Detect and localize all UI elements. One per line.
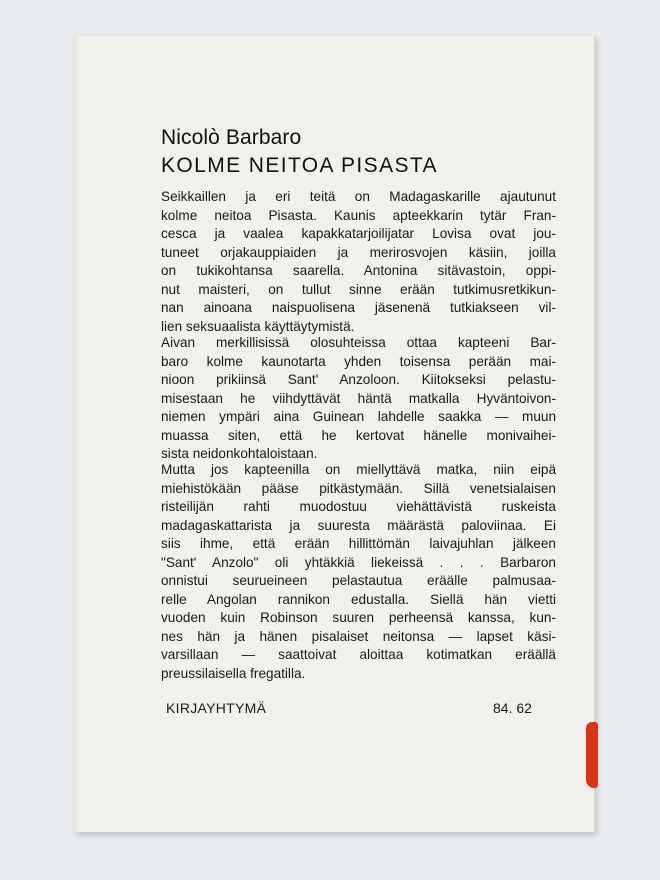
blurb-line: varsillaan — saattoivat aloittaa kotimatkan eräällä (161, 647, 556, 662)
blurb-line: on tukikohtansa saarella. Antonina sitävastoin, oppi- (161, 263, 556, 278)
author-name: Nicolò Barbaro (161, 126, 302, 149)
blurb-line: niemen ympäri aina Guinean lahdelle saakka — muun (161, 409, 556, 424)
blurb-line: tuneet orjakauppiaiden ja merirosvojen käsiin, joilla (161, 244, 556, 260)
publisher-name: KIRJAYHTYMÄ (166, 700, 267, 716)
blurb-line: nan ainoana naispuolisena jäsenenä tutkiakseen vil- (161, 300, 556, 315)
blurb-line: risteilijän rahti muodostuu viehättävistä ruskeista (161, 499, 556, 514)
blurb-paragraph-3 (161, 461, 556, 683)
blurb-line: misestaan he viihdyttävät häntä matkalla Hyväntoivon- (161, 390, 556, 406)
blurb-line: nioon prikiinsä Sant' Anzoloon. Kiitokseksi pelastu- (161, 372, 556, 387)
blurb-line: baro kolme kaunotarta yhden toisensa perään mai- (161, 353, 556, 369)
book-title: KOLME NEITOA PISASTA (161, 154, 438, 177)
blurb-paragraph-2 (161, 334, 556, 464)
blurb-paragraph-1 (161, 188, 556, 336)
blurb-line: sista neidonkohtaloistaan. (161, 446, 318, 461)
blurb-line: Mutta jos kapteenilla on miellyttävä matka, niin eipä (161, 462, 556, 477)
blurb-line: vuoden kuin Robinson suuren perheensä kanssa, kun- (161, 610, 556, 625)
blurb-line: onnistui seurueineen pelastautua eräälle palmusaa- (161, 573, 556, 588)
blurb-line: lien seksuaalista käyttäytymistä. (161, 318, 355, 334)
blurb-line: Aivan merkillisissä olosuhteissa ottaa kapteeni Bar- (161, 335, 556, 350)
cover-edge-shadow (74, 36, 80, 832)
catalog-code: 84. 62 (493, 700, 532, 716)
blurb-line: "Sant' Anzolo" oli yhtäkkiä liekeissä . . . Barbaron (161, 554, 556, 570)
blurb-line: Seikkaillen ja eri teitä on Madagaskarille ajautunut (161, 189, 556, 204)
blurb-line: nut maisteri, on tullut sinne erään tutkimusretkikun- (161, 281, 556, 297)
blurb-line: relle Angolan rannikon edustalla. Siellä hän vietti (161, 591, 556, 607)
blurb-line: siis ihme, että erään hillittömän laivajuhlan jälkeen (161, 536, 556, 551)
blurb-line: preussilaisella fregatilla. (161, 665, 306, 681)
red-page-edge (586, 722, 598, 788)
blurb-line: muassa siten, että he kertovat hänelle monivaihei- (161, 427, 556, 443)
blurb-line: cesca ja vaalea kapakkatarjoilijatar Lovisa ovat jou- (161, 226, 556, 241)
blurb-line: miehistökään pääse pitkästymään. Sillä venetsialaisen (161, 480, 556, 496)
blurb-line: nes hän ja hänen pisalaiset neitonsa — lapset käsi- (161, 628, 556, 644)
blurb-line: kolme neitoa Pisasta. Kaunis apteekkarin tytär Fran- (161, 207, 556, 223)
blurb-line: madagaskattarista ja suuresta määrästä paloviinaa. Ei (161, 517, 556, 533)
